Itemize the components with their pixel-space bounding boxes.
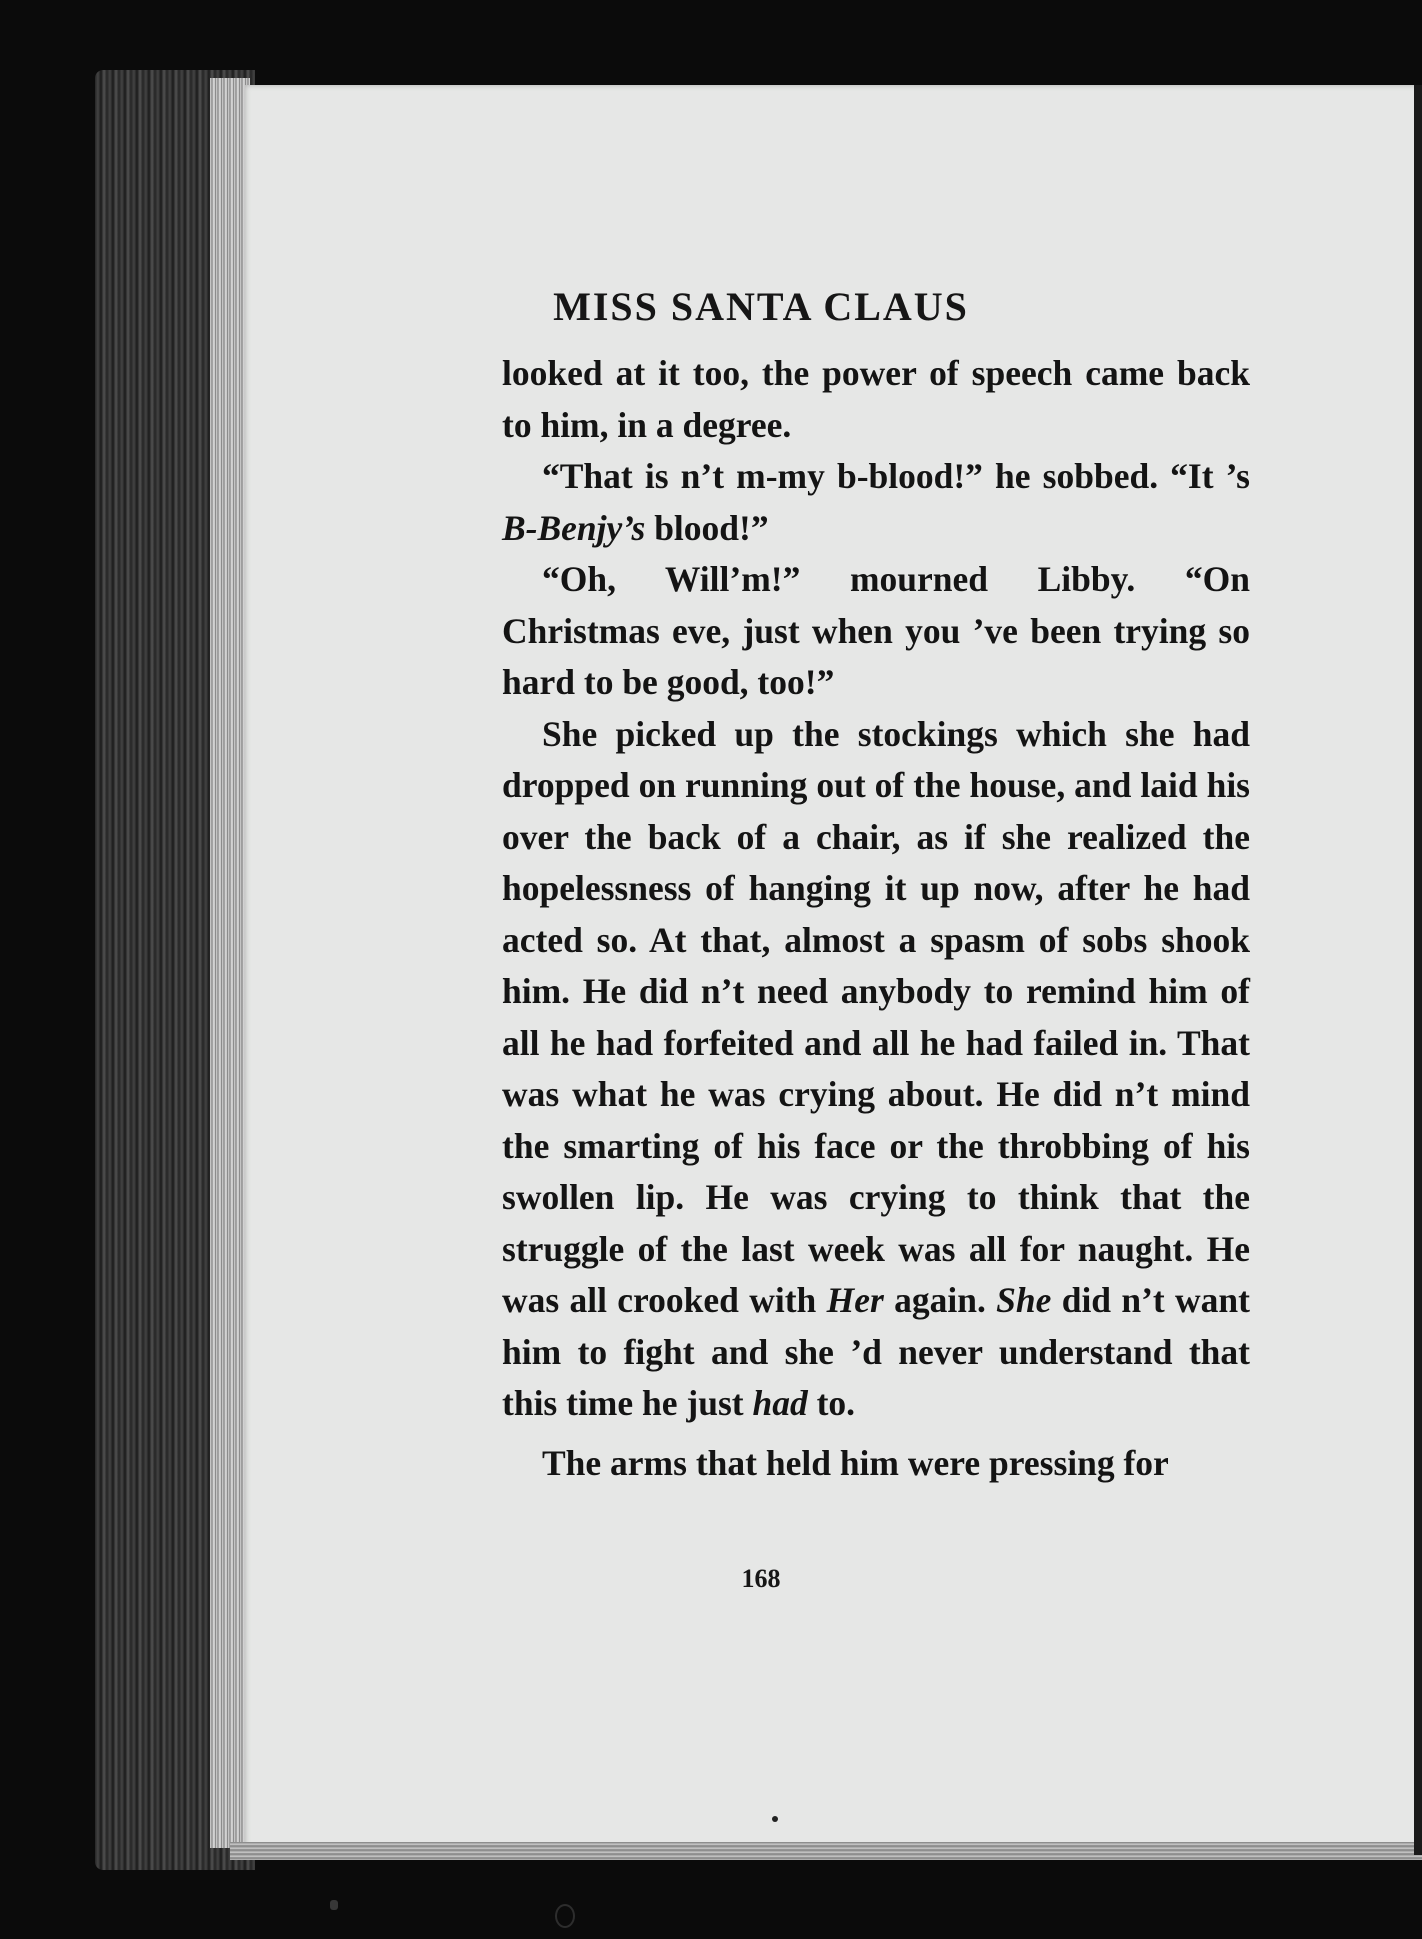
page-bottom-edge: [230, 1842, 1422, 1860]
running-head: MISS SANTA CLAUS: [553, 284, 969, 329]
paragraph-4-emphasis-she: She: [996, 1280, 1052, 1320]
paragraph-4-text-d: to.: [807, 1383, 856, 1423]
paragraph-5: The arms that held him were pressing for: [542, 1442, 1169, 1483]
scan-artifact-mark: [555, 1904, 575, 1928]
paragraph-4-text-b: again.: [883, 1280, 997, 1320]
body-text: [502, 348, 1250, 1489]
paragraph-4-text-c: did n’t want him to fight and she ’d never understand that this time he just: [502, 1280, 1251, 1423]
ink-speck: [772, 1816, 778, 1822]
paragraph-2-text-b: blood!”: [645, 507, 769, 548]
page-number: 168: [741, 1564, 781, 1593]
paragraph-4-text-a: She picked up the stockings which she had dropped on running out of the house, and laid his over the back of a chair, as if she realized the hopelessness of hanging it up now, after he had acted so. At that, almost a spasm of sobs shook him. He did n’t need anybody to remind him of all he had forfeited and all he had failed in. That was what he was crying about. He did n’t mind the smarting of his face or the throbbing of his swollen lip. He was crying to think that the struggle of the last week was all for naught. He was all crooked with: [502, 713, 1250, 1320]
paragraph-2-emphasis: B-Benjy’s: [502, 507, 646, 548]
paragraph-1: looked at it too, the power of speech came back to him, in a degree.: [502, 353, 1250, 445]
paragraph-4: [502, 709, 1250, 1430]
paragraph-4-emphasis-had: had: [752, 1383, 808, 1423]
paragraph-4-emphasis-her: Her: [826, 1280, 884, 1320]
scan-artifact-dot: [330, 1900, 338, 1910]
paragraph-3: “Oh, Will’m!” mourned Libby. “On Christmas eve, just when you ’ve been trying so hard to be good, too!”: [502, 559, 1250, 702]
paragraph-2: [502, 451, 1250, 554]
paragraph-2-text-a: “That is n’t m-my b-blood!” he sobbed. “It ’s: [542, 456, 1250, 496]
